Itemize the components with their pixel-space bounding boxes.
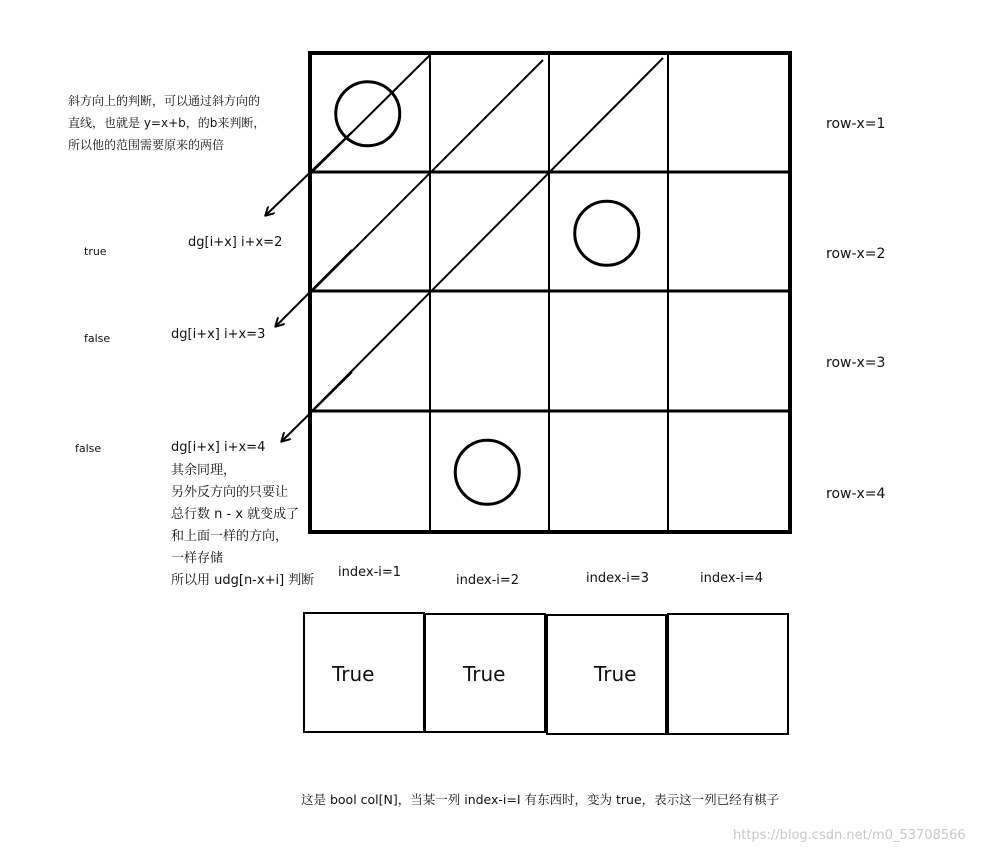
- index-label: index-i=2: [456, 573, 520, 588]
- status-label: true: [84, 245, 107, 258]
- note-top-line: 直线，也就是 y=x+b，的b来判断，: [68, 116, 266, 130]
- col-value: True: [332, 662, 375, 686]
- col-value: True: [594, 662, 637, 686]
- status-label: false: [84, 332, 111, 345]
- note-bottom-line: 和上面一样的方向，: [171, 529, 289, 544]
- arrow: [276, 250, 352, 326]
- status-label: false: [75, 442, 102, 455]
- dg-label: dg[i+x] i+x=3: [171, 327, 266, 342]
- index-label: index-i=1: [338, 565, 402, 580]
- index-label: index-i=3: [586, 571, 650, 586]
- col-value: True: [463, 662, 506, 686]
- queen-circle: [455, 440, 519, 504]
- queen-markers: [336, 82, 639, 505]
- note-bottom-line: 另外反方向的只要让: [171, 485, 289, 500]
- diagonal-lines: [312, 55, 663, 411]
- col-array: [304, 613, 788, 734]
- queen-circle: [336, 82, 400, 146]
- note-bottom: [171, 460, 314, 592]
- note-bottom-line: 所以用 udg[n-x+i] 判断: [171, 573, 315, 588]
- row-label: row-x=1: [826, 116, 886, 132]
- arrow: [282, 372, 352, 441]
- note-bottom-line: 其余同理，: [171, 463, 237, 478]
- caption: 这是 bool col[N]，当某一列 index-i=I 有东西时，变为 true，表示这一列已经有棋子: [301, 792, 780, 807]
- index-label: index-i=4: [700, 571, 764, 586]
- watermark: https://blog.csdn.net/m0_53708566: [733, 828, 966, 843]
- row-label: row-x=3: [826, 355, 886, 371]
- row-label: row-x=4: [826, 486, 886, 502]
- note-bottom-line: 总行数 n - x 就变成了: [171, 507, 300, 522]
- note-top: [68, 90, 265, 156]
- col-cell: [668, 614, 788, 734]
- row-label: row-x=2: [826, 246, 886, 262]
- note-top-line: 所以他的范围需要原来的两倍: [68, 138, 225, 152]
- note-top-line: 斜方向上的判断，可以通过斜方向的: [68, 94, 261, 108]
- chess-board: [310, 53, 790, 532]
- dg-label: dg[i+x] i+x=4: [171, 440, 266, 455]
- queen-circle: [575, 201, 639, 265]
- note-bottom-line: 一样存储: [171, 551, 224, 566]
- dg-label: dg[i+x] i+x=2: [188, 235, 283, 250]
- diagonal-line: [312, 58, 663, 411]
